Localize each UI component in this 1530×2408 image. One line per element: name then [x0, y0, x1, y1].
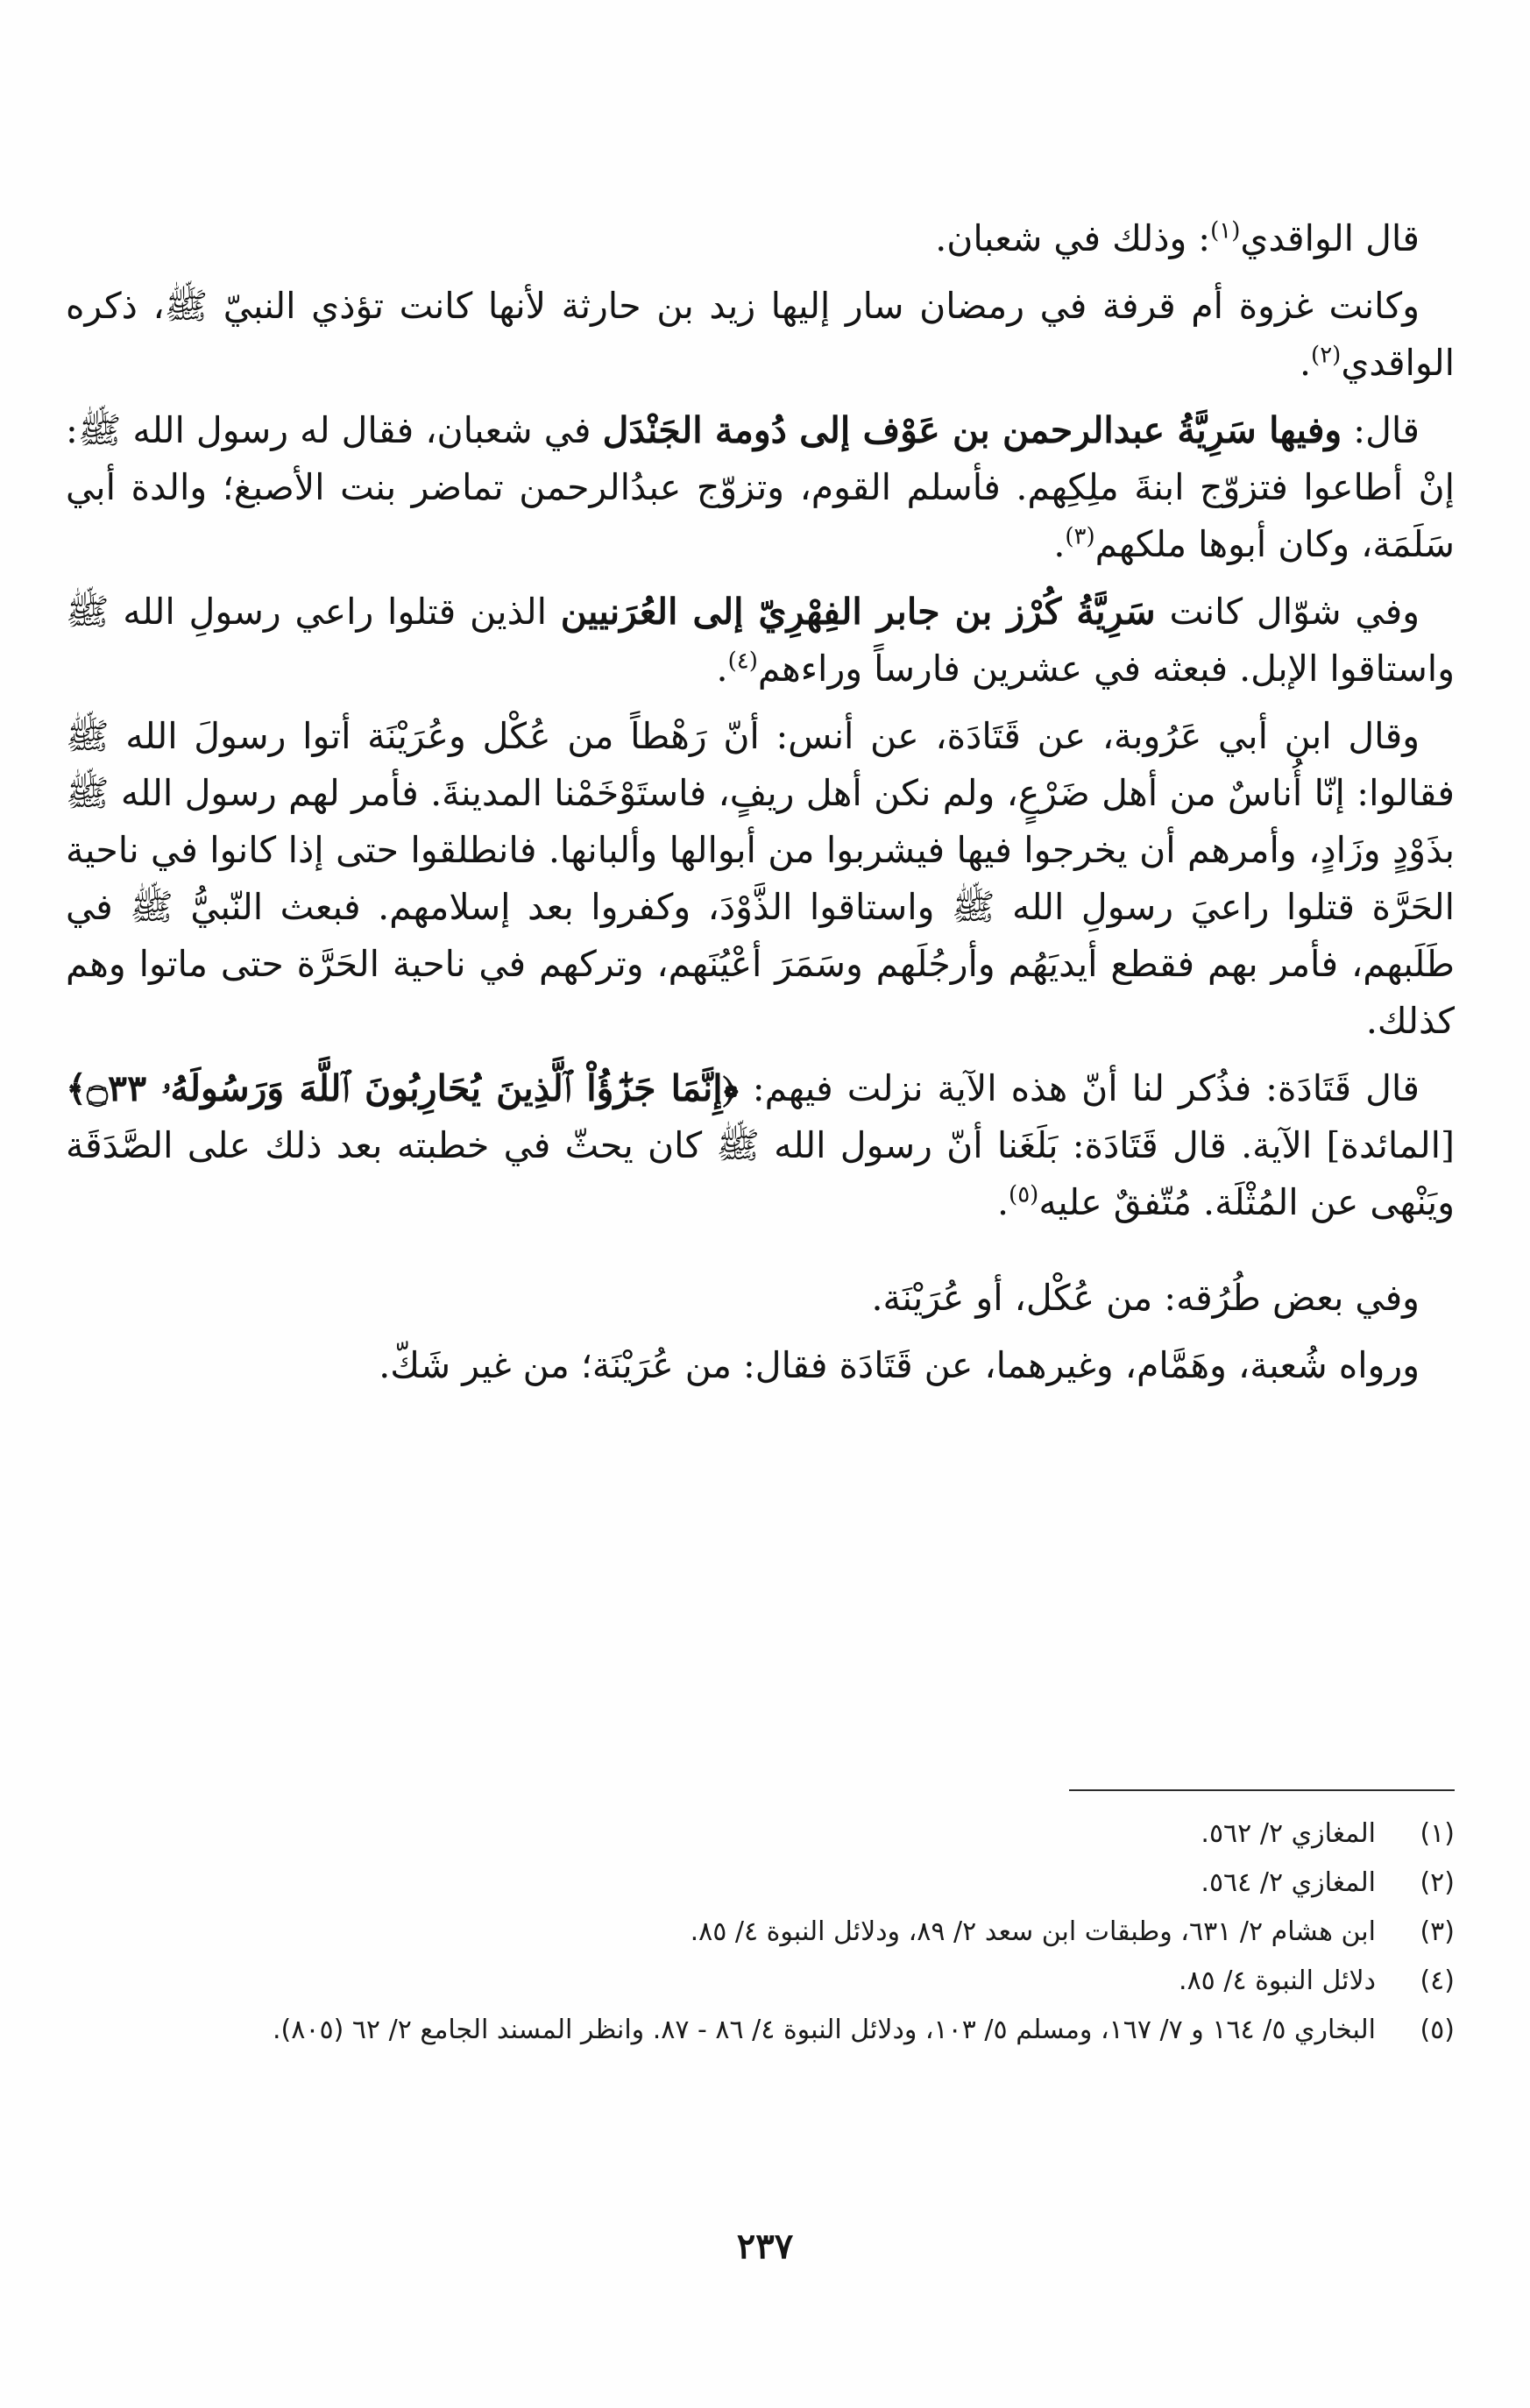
paragraph-8: [66, 1337, 1455, 1394]
paragraph-text: ورواه شُعبة، وهَمَّام، وغيرهما، عن قَتَادَة فقال: من عُرَيْنَة؛ من غير شَكّ.: [379, 1344, 1420, 1386]
footnote-number: (٣): [1420, 1916, 1455, 1947]
paragraph-text: .: [1300, 342, 1312, 384]
footnote-reference: (٥): [1009, 1181, 1039, 1208]
footnote-reference: (٣): [1065, 523, 1095, 550]
paragraph-text: قال:: [1342, 409, 1420, 451]
main-text: [66, 210, 1455, 1394]
footnote-divider: [1069, 1789, 1455, 1791]
footnote-reference: (٢): [1311, 342, 1342, 369]
paragraph-4: [66, 584, 1455, 698]
footnote-number: (٥): [1420, 2015, 1455, 2045]
footnote-item: [66, 1910, 1455, 1954]
paragraph-5: [66, 708, 1455, 1050]
footnote-item: [66, 1861, 1455, 1905]
footnote-item: [66, 1812, 1455, 1856]
paragraph-2: [66, 278, 1455, 392]
quran-verse: ﴿إِنَّمَا جَزَٰٓؤُاْ ٱلَّذِينَ يُحَارِبُونَ ٱللَّهَ وَرَسُولَهُۥ ۝٣٣﴾: [66, 1067, 739, 1109]
paragraph-text: في شعبان، فقال له رسول الله ﷺ: إنْ أطاعوا فتزوّج ابنةَ ملِكِهم. فأسلم القوم، وتزوّج عبدُالرحمن تماضر بنت الأصبغ؛ والدة أبي سَلَمَة، وكان أبوها ملكهم: [66, 409, 1455, 565]
paragraph-text: .: [1053, 523, 1066, 565]
paragraph-6: [66, 1060, 1455, 1231]
paragraph-7: [66, 1270, 1455, 1327]
paragraph-text: : وذلك في شعبان.: [935, 217, 1211, 259]
paragraph-3: [66, 402, 1455, 573]
paragraph-text: .: [997, 1181, 1009, 1223]
footnote-reference: (٤): [727, 648, 758, 675]
paragraph-text: .: [716, 648, 728, 690]
paragraph-text: قال قَتَادَة: فذُكر لنا أنّ هذه الآية نزلت فيهم:: [738, 1067, 1420, 1109]
footnote-text: المغازي ٢/ ٥٦٢.: [1201, 1818, 1376, 1849]
footnote-text: دلائل النبوة ٤/ ٨٥.: [1179, 1965, 1376, 1996]
footnote-item: [66, 2008, 1455, 2052]
footnotes: [66, 1812, 1455, 2057]
paragraph-text: قال الواقدي: [1240, 217, 1420, 259]
section-heading-inline: وفيها سَرِيَّةُ عبدالرحمن بن عَوْف إلى دُومة الجَنْدَل: [602, 409, 1342, 451]
paragraph-text: الذين قتلوا راعي رسولِ الله ﷺ واستاقوا الإبل. فبعثه في عشرين فارساً وراءهم: [66, 591, 1455, 690]
paragraph-text: وقال ابن أبي عَرُوبة، عن قَتَادَة، عن أنس: أنّ رَهْطاً من عُكْل وعُرَيْنَة أتوا رسولَ الله ﷺ فقالوا: إنّا أُناسٌ من أهل ضَرْعٍ، ولم نكن أهل ريفٍ، فاستَوْخَمْنا المدينةَ. فأمر لهم رسول الله ﷺ بذَوْدٍ وزَادٍ، وأمرهم أن يخرجوا فيها فيشربوا من أبوالها وألبانها. فانطلقوا حتى إذا كانوا في ناحية الحَرَّة قتلوا راعيَ رسولِ الله ﷺ واستاقوا الذَّوْدَ، وكفروا بعد إسلامهم. فبعث النّبيُّ ﷺ في طَلَبهم، فأمر بهم فقطع أيديَهُم وأرجُلَهم وسَمَرَ أعْيُنَهم، وتركهم في ناحية الحَرَّة حتى ماتوا وهم كذلك.: [66, 715, 1455, 1042]
paragraph-text: وكانت غزوة أم قرفة في رمضان سار إليها زيد بن حارثة لأنها كانت تؤذي النبيّ ﷺ، ذكره الواقدي: [66, 285, 1455, 384]
paragraph-1: [66, 210, 1455, 267]
footnote-number: (١): [1420, 1818, 1455, 1849]
paragraph-text: وفي بعض طُرُقه: من عُكْل، أو عُرَيْنَة.: [871, 1277, 1420, 1319]
footnote-text: ابن هشام ٢/ ٦٣١، وطبقات ابن سعد ٢/ ٨٩، ودلائل النبوة ٤/ ٨٥.: [690, 1916, 1376, 1947]
footnote-text: المغازي ٢/ ٥٦٤.: [1201, 1867, 1376, 1898]
section-heading-inline: سَرِيَّةُ كُرْز بن جابر الفِهْرِيّ إلى العُرَنيين: [560, 591, 1156, 633]
footnote-item: [66, 1959, 1455, 2003]
paragraph-text: وفي شوّال كانت: [1155, 591, 1420, 633]
page-number: ٢٣٧: [736, 2226, 794, 2267]
footnote-number: (٤): [1420, 1965, 1455, 1996]
footnote-text: البخاري ٥/ ١٦٤ و ٧/ ١٦٧، ومسلم ٥/ ١٠٣، ودلائل النبوة ٤/ ٨٦ - ٨٧. وانظر المسند الجامع ٢/ ٦٢ (٨٠٥).: [272, 2015, 1376, 2045]
paragraph-text: [المائدة] الآية. قال قَتَادَة: بَلَغَنا أنّ رسول الله ﷺ كان يحثّ في خطبته بعد ذلك على الصَّدَقَة ويَنْهى عن المُثْلَة. مُتّفقٌ عليه: [66, 1124, 1455, 1223]
footnote-number: (٢): [1420, 1867, 1455, 1898]
footnote-reference: (١): [1210, 217, 1241, 244]
